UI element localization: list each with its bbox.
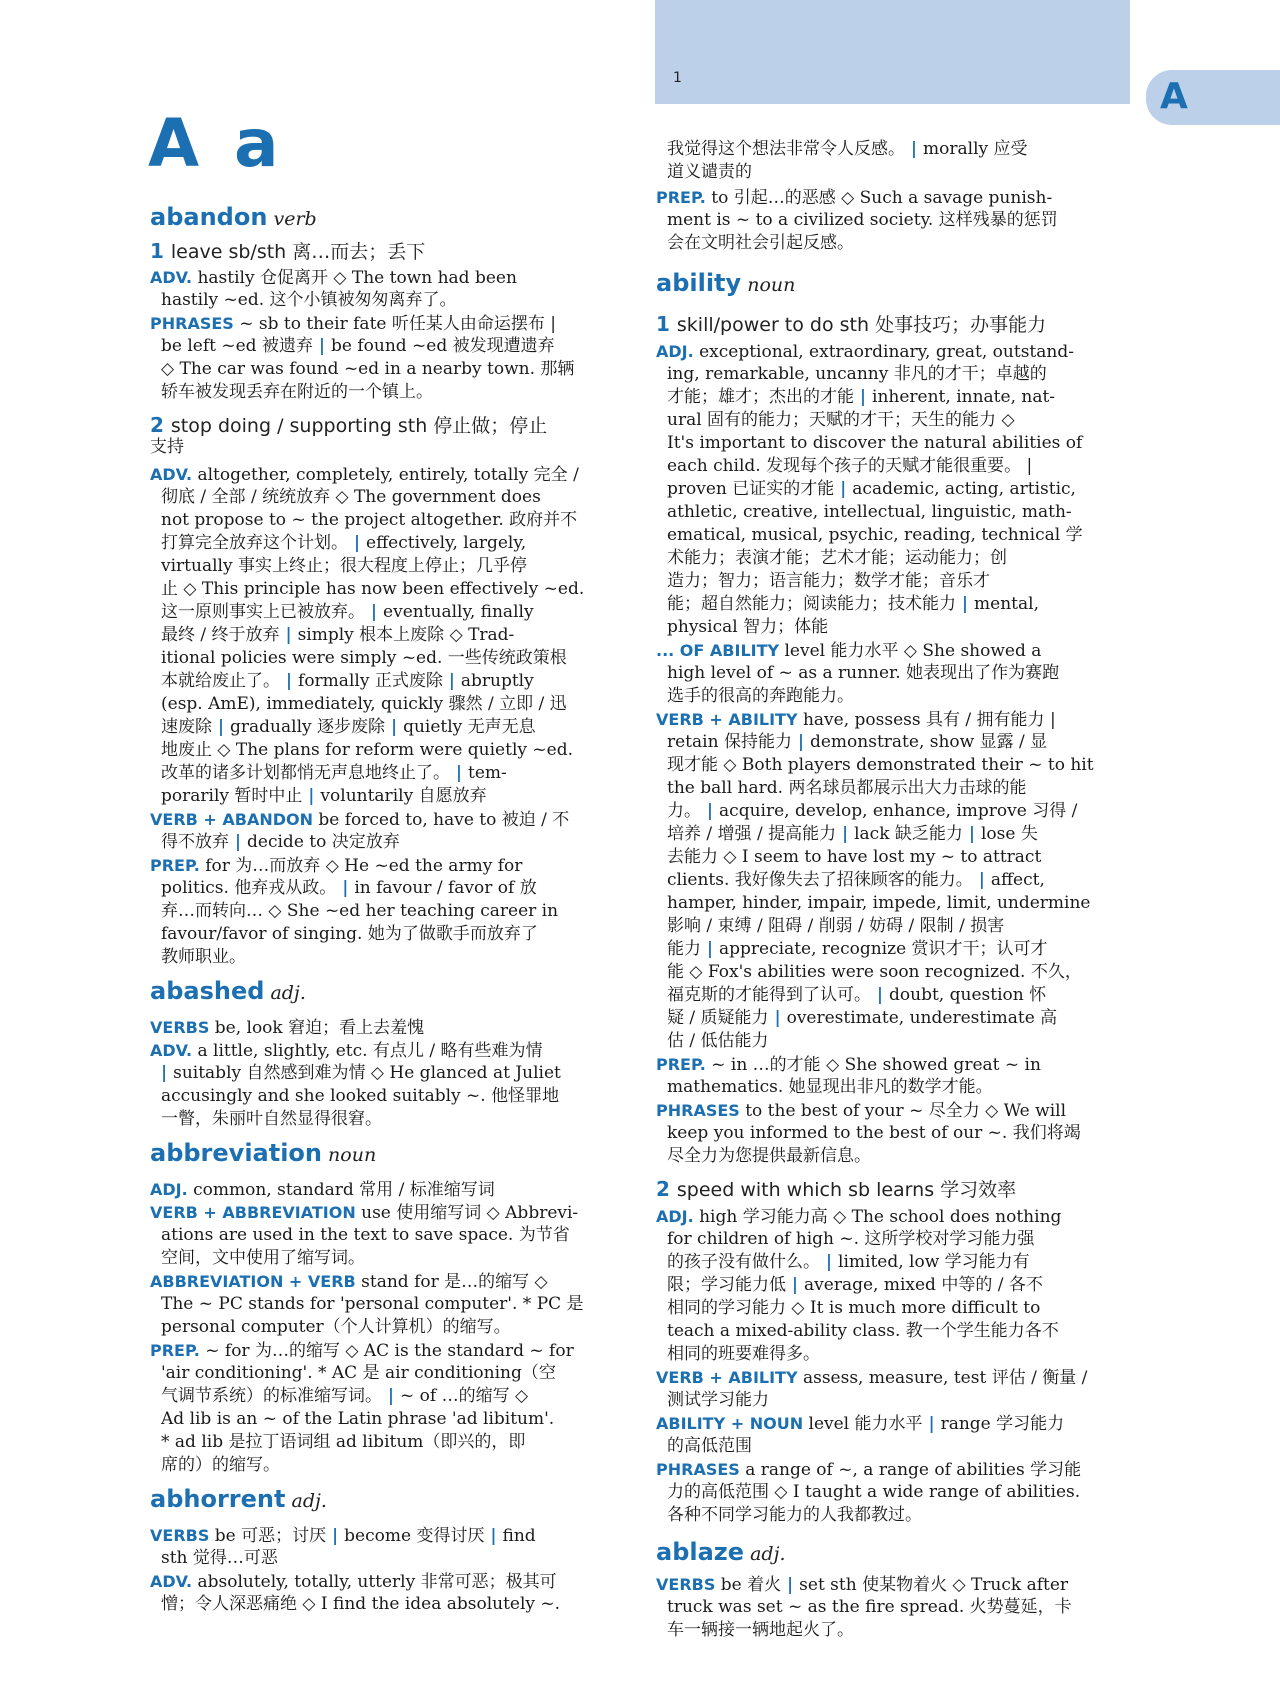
entry-line bbox=[161, 381, 625, 404]
entry-text: altogether, completely, entirely, totally 完全 / bbox=[192, 465, 579, 485]
entry-text: be 可恶；讨厌 | become 变得讨厌 | find bbox=[209, 1526, 536, 1546]
headword: ablaze bbox=[656, 1538, 745, 1566]
entry-text: 彻底 / 全部 / 统统放弃 ◇ The government does bbox=[161, 487, 541, 507]
entry-line bbox=[161, 335, 625, 358]
entry-line bbox=[161, 739, 625, 762]
entry-text: 能 ◇ Fox's abilities were soon recognized. 不久， bbox=[667, 962, 1082, 982]
entry-line bbox=[667, 1076, 1131, 1099]
entry-headword bbox=[656, 269, 1131, 300]
entry-line bbox=[161, 1431, 625, 1454]
entry-line bbox=[667, 846, 1131, 869]
entry-text: to the best of your ~ 尽全力 ◇ We will bbox=[739, 1101, 1067, 1121]
entry-text: stand for 是…的缩写 ◇ bbox=[355, 1272, 548, 1292]
collocation-label: ADV. bbox=[150, 465, 193, 484]
entry-line bbox=[161, 555, 625, 578]
entry-line bbox=[161, 1454, 625, 1477]
entry-line bbox=[150, 1270, 625, 1294]
entry-line bbox=[667, 1435, 1131, 1458]
entry-text: politics. 他弃戎从政。 | in favour / favor of 放 bbox=[161, 878, 537, 898]
part-of-speech: noun bbox=[741, 274, 796, 296]
entry-line bbox=[150, 312, 625, 336]
entry-text: 福克斯的才能得到了认可。 | doubt, question 怀 bbox=[667, 985, 1047, 1005]
entry-text: favour/favor of singing. 她为了做歌手而放弃了 bbox=[161, 924, 538, 944]
entry-line bbox=[667, 915, 1131, 938]
entry-text: high level of ~ as a runner. 她表现出了作为赛跑 bbox=[667, 663, 1060, 683]
entry-text: 速废除 | gradually 逐步废除 | quietly 无声无息 bbox=[161, 717, 536, 737]
entry-line bbox=[667, 478, 1131, 501]
entry-text: 才能；雄才；杰出的才能 | inherent, innate, nat- bbox=[667, 387, 1056, 407]
entry-line bbox=[667, 662, 1131, 685]
entry-line bbox=[161, 601, 625, 624]
entry-line bbox=[667, 1228, 1131, 1251]
entry-text: 的高低范围 bbox=[667, 1436, 752, 1456]
collocation-label: VERB + ABILITY bbox=[656, 1368, 798, 1387]
entry-line bbox=[161, 509, 625, 532]
entry-headword bbox=[656, 1538, 1131, 1569]
entry-line bbox=[667, 1122, 1131, 1145]
entry-line bbox=[161, 785, 625, 808]
entry-text: 这一原则事实上已被放弃。 | eventually, finally bbox=[161, 602, 534, 622]
entry-line bbox=[161, 693, 625, 716]
entry-line bbox=[150, 1201, 625, 1225]
entry-text: 改革的诸多计划都悄无声息地终止了。 | tem- bbox=[161, 763, 507, 783]
collocation-label: PHRASES bbox=[656, 1460, 740, 1479]
entry-line bbox=[161, 1547, 625, 1570]
entry-line bbox=[667, 1389, 1131, 1412]
entry-line bbox=[161, 358, 625, 381]
entry-line bbox=[161, 877, 625, 900]
entry-text: sth 觉得…可恶 bbox=[161, 1548, 278, 1568]
headword: abandon bbox=[150, 203, 268, 231]
entry-line bbox=[656, 639, 1131, 663]
entry-line bbox=[667, 1251, 1131, 1274]
entry-text: 相同的班要难得多。 bbox=[667, 1344, 820, 1364]
entry-text: 止 ◇ This principle has now been effectively ~ed. bbox=[161, 579, 585, 599]
entry-line bbox=[161, 486, 625, 509]
entry-line bbox=[667, 1145, 1131, 1168]
entry-text: truck was set ~ as the fire spread. 火势蔓延，卡 bbox=[667, 1597, 1072, 1617]
entry-text: use 使用缩写词 ◇ Abbrevi- bbox=[355, 1203, 579, 1223]
entry-text: 会在文明社会引起反感。 bbox=[667, 233, 854, 253]
sense-number: 1 bbox=[656, 312, 677, 336]
entry-text: retain 保持能力 | demonstrate, show 显露 / 显 bbox=[667, 732, 1048, 752]
entry-headword bbox=[150, 1139, 625, 1170]
entry-line bbox=[150, 436, 625, 459]
entry-line bbox=[161, 624, 625, 647]
entry-line bbox=[667, 869, 1131, 892]
entry-line bbox=[667, 455, 1131, 478]
collocation-label: PHRASES bbox=[656, 1101, 740, 1120]
entry-text: 选手的很高的奔跑能力。 bbox=[667, 686, 854, 706]
entry-line bbox=[656, 1205, 1131, 1229]
entry-line bbox=[667, 938, 1131, 961]
entry-text: ~ in …的才能 ◇ She showed great ~ in bbox=[705, 1055, 1041, 1075]
section-letter-heading: A a bbox=[148, 105, 285, 182]
entry-text: 气调节系统）的标准缩写词。 | ~ of …的缩写 ◇ bbox=[161, 1386, 529, 1406]
entry-text: ematical, musical, psychic, reading, technical 学 bbox=[667, 525, 1083, 545]
entry-text: 空间，文中使用了缩写词。 bbox=[161, 1248, 365, 1268]
entry-text: personal computer（个人计算机）的缩写。 bbox=[161, 1317, 511, 1337]
entry-line bbox=[150, 266, 625, 290]
entry-text: athletic, creative, intellectual, linguistic, math- bbox=[667, 502, 1072, 522]
entry-line bbox=[667, 161, 1131, 184]
entry-text: 'air conditioning'. * AC 是 air conditioning（空 bbox=[161, 1363, 556, 1383]
entry-text: ~ sb to their fate 听任某人由命运摆布 | bbox=[233, 314, 556, 334]
sense-definition: speed with which sb learns 学习效率 bbox=[676, 1179, 1017, 1201]
entry-line bbox=[667, 685, 1131, 708]
entry-line bbox=[161, 578, 625, 601]
entry-line bbox=[667, 1030, 1131, 1053]
entry-text: It's important to discover the natural abilities of bbox=[667, 433, 1083, 453]
entry-line bbox=[150, 1016, 625, 1040]
entry-text: ations are used in the text to save space. 为节省 bbox=[161, 1225, 570, 1245]
entry-text: keep you informed to the best of our ~. 我们将竭 bbox=[667, 1123, 1081, 1143]
entry-line bbox=[161, 1293, 625, 1316]
entry-text: 打算完全放弃这个计划。 | effectively, largely, bbox=[161, 533, 527, 553]
page-number: 1 bbox=[673, 70, 682, 86]
collocation-label: ABILITY + NOUN bbox=[656, 1414, 804, 1433]
entry-line bbox=[161, 1247, 625, 1270]
entry-line bbox=[667, 823, 1131, 846]
entry-text: 道义谴责的 bbox=[667, 162, 752, 182]
entry-line bbox=[150, 463, 625, 487]
entry-text: physical 智力；体能 bbox=[667, 617, 829, 637]
sense-heading bbox=[656, 311, 1131, 339]
entry-text: itional policies were simply ~ed. 一些传统政策根 bbox=[161, 648, 567, 668]
entry-text: 弃…而转向… ◇ She ~ed her teaching career in bbox=[161, 901, 559, 921]
entry-text: teach a mixed-ability class. 教一个学生能力各不 bbox=[667, 1321, 1059, 1341]
entry-text: high 学习能力高 ◇ The school does nothing bbox=[693, 1207, 1062, 1227]
entry-line bbox=[161, 1362, 625, 1385]
entry-text: | suitably 自然感到难为情 ◇ He glanced at Juliet bbox=[161, 1063, 561, 1083]
sense-heading bbox=[150, 238, 625, 266]
entry-text: 我觉得这个想法非常令人反感。 | morally 应受 bbox=[667, 139, 1028, 159]
part-of-speech: adj. bbox=[285, 1490, 327, 1512]
collocation-label: PREP. bbox=[150, 856, 200, 875]
entry-line bbox=[161, 1085, 625, 1108]
collocation-label: VERBS bbox=[150, 1018, 210, 1037]
entry-line bbox=[150, 808, 625, 832]
entry-line bbox=[161, 900, 625, 923]
collocation-label: PHRASES bbox=[150, 314, 234, 333]
entry-headword bbox=[150, 977, 625, 1008]
entry-text: 能；超自然能力；阅读能力；技术能力 | mental, bbox=[667, 594, 1039, 614]
collocation-label: VERBS bbox=[150, 1526, 210, 1545]
entry-text: 培养 / 增强 / 提高能力 | lack 缺乏能力 | lose 失 bbox=[667, 824, 1038, 844]
entry-text: 能力 | appreciate, recognize 赏识才干；认可才 bbox=[667, 939, 1048, 959]
collocation-label: ADV. bbox=[150, 1041, 193, 1060]
collocation-label: PREP. bbox=[656, 188, 706, 207]
entry-line bbox=[161, 532, 625, 555]
entry-line bbox=[150, 1039, 625, 1063]
entry-line bbox=[667, 593, 1131, 616]
headword: abbreviation bbox=[150, 1139, 323, 1167]
entry-text: 教师职业。 bbox=[161, 947, 246, 967]
entry-text: The ~ PC stands for 'personal computer'. * PC 是 bbox=[161, 1294, 584, 1314]
entry-text: 力的高低范围 ◇ I taught a wide range of abilities. bbox=[667, 1482, 1081, 1502]
entry-line bbox=[656, 1366, 1131, 1390]
entry-line bbox=[667, 524, 1131, 547]
entry-line bbox=[656, 1053, 1131, 1077]
collocation-label: PREP. bbox=[150, 1341, 200, 1360]
entry-text: to 引起…的恶感 ◇ Such a savage punish- bbox=[705, 188, 1053, 208]
entry-text: 支持 bbox=[150, 437, 184, 457]
collocation-label: VERB + ABANDON bbox=[150, 810, 313, 829]
entry-line bbox=[161, 923, 625, 946]
entry-line bbox=[667, 1504, 1131, 1527]
sense-definition: stop doing / supporting sth 停止做；停止 bbox=[170, 415, 548, 437]
entry-text: hastily ~ed. 这个小镇被匆匆离弃了。 bbox=[161, 290, 457, 310]
entry-line bbox=[667, 138, 1131, 161]
letter-tab-label: A bbox=[1160, 76, 1188, 117]
entry-text: level 能力水平 ◇ She showed a bbox=[779, 641, 1042, 661]
entry-line bbox=[667, 209, 1131, 232]
collocation-label: ABBREVIATION + VERB bbox=[150, 1272, 356, 1291]
entry-text: 力。 | acquire, develop, enhance, improve 习得 / bbox=[667, 801, 1078, 821]
entry-text: 现才能 ◇ Both players demonstrated their ~ to hit bbox=[667, 755, 1094, 775]
entry-line bbox=[667, 432, 1131, 455]
entry-text: for 为…而放弃 ◇ He ~ed the army for bbox=[199, 856, 523, 876]
entry-line bbox=[656, 1412, 1131, 1436]
part-of-speech: verb bbox=[267, 208, 317, 230]
entry-text: 轿车被发现丢弃在附近的一个镇上。 bbox=[161, 382, 433, 402]
entry-line bbox=[667, 616, 1131, 639]
entry-text: not propose to ~ the project altogether. 政府并不 bbox=[161, 510, 578, 530]
entry-line bbox=[667, 501, 1131, 524]
entry-line bbox=[667, 547, 1131, 570]
entry-text: 车一辆接一辆地起火了。 bbox=[667, 1620, 854, 1640]
entry-line bbox=[667, 1343, 1131, 1366]
headword: abhorrent bbox=[150, 1485, 286, 1513]
entry-text: 限；学习能力低 | average, mixed 中等的 / 各不 bbox=[667, 1275, 1043, 1295]
header-band bbox=[655, 0, 1130, 104]
entry-line bbox=[667, 363, 1131, 386]
entry-text: 尽全力为您提供最新信息。 bbox=[667, 1146, 871, 1166]
entry-line bbox=[161, 1224, 625, 1247]
entry-line bbox=[667, 409, 1131, 432]
entry-line bbox=[656, 186, 1131, 210]
sense-number: 1 bbox=[150, 239, 171, 263]
entry-line bbox=[161, 1385, 625, 1408]
entry-line bbox=[667, 570, 1131, 593]
part-of-speech: noun bbox=[322, 1144, 377, 1166]
entry-text: mathematics. 她显现出非凡的数学才能。 bbox=[667, 1077, 993, 1097]
sense-number: 2 bbox=[150, 413, 171, 437]
entry-text: accusingly and she looked suitably ~. 他怪罪地 bbox=[161, 1086, 560, 1106]
entry-text: 各种不同学习能力的人我都教过。 bbox=[667, 1505, 922, 1525]
entry-text: 本就给废止了。 | formally 正式废除 | abruptly bbox=[161, 671, 534, 691]
entry-text: clients. 我好像失去了招徕顾客的能力。 | affect, bbox=[667, 870, 1045, 890]
entry-text: Ad lib is an ~ of the Latin phrase 'ad libitum'. bbox=[161, 1409, 555, 1429]
part-of-speech: adj. bbox=[744, 1543, 786, 1565]
entry-line bbox=[656, 708, 1131, 732]
entry-line bbox=[150, 854, 625, 878]
entry-text: 最终 / 终于放弃 | simply 根本上废除 ◇ Trad- bbox=[161, 625, 515, 645]
entry-text: ◇ The car was found ~ed in a nearby town. 那辆 bbox=[161, 359, 575, 379]
entry-line bbox=[161, 1316, 625, 1339]
entry-text: 地废止 ◇ The plans for reform were quietly ~ed. bbox=[161, 740, 573, 760]
entry-text: a range of ~, a range of abilities 学习能 bbox=[739, 1460, 1082, 1480]
entry-text: virtually 事实上终止；很大程度上停止；几乎停 bbox=[161, 556, 527, 576]
entry-text: absolutely, totally, utterly 非常可恶；极其可 bbox=[192, 1572, 557, 1592]
sense-definition: skill/power to do sth 处事技巧；办事能力 bbox=[676, 314, 1047, 336]
entry-line bbox=[667, 1619, 1131, 1642]
entry-text: be left ~ed 被遗弃 | be found ~ed 被发现遭遗弃 bbox=[161, 336, 555, 356]
entry-line bbox=[667, 800, 1131, 823]
entry-line bbox=[667, 1596, 1131, 1619]
entry-text: each child. 发现每个孩子的天赋才能很重要。 | bbox=[667, 456, 1033, 476]
collocation-label: ADJ. bbox=[656, 1207, 694, 1226]
entry-text: the ball hard. 两名球员都展示出大力击球的能 bbox=[667, 778, 1027, 798]
entry-line bbox=[667, 1007, 1131, 1030]
collocation-label: VERB + ABBREVIATION bbox=[150, 1203, 356, 1222]
entry-headword bbox=[150, 203, 625, 234]
entry-line bbox=[161, 1108, 625, 1131]
collocation-label: VERB + ABILITY bbox=[656, 710, 798, 729]
entry-text: ural 固有的能力；天赋的才干；天生的能力 ◇ bbox=[667, 410, 1015, 430]
entry-text: 术能力；表演才能；艺术才能；运动能力；创 bbox=[667, 548, 1007, 568]
entry-line bbox=[656, 1573, 1131, 1597]
collocation-label: PREP. bbox=[656, 1055, 706, 1074]
entry-text: common, standard 常用 / 标准缩写词 bbox=[187, 1180, 495, 1200]
entry-line bbox=[161, 1408, 625, 1431]
entry-text: a little, slightly, etc. 有点儿 / 略有些难为情 bbox=[192, 1041, 543, 1061]
entry-line bbox=[667, 984, 1131, 1007]
entry-text: 憎；令人深恶痛绝 ◇ I find the idea absolutely ~. bbox=[161, 1594, 561, 1614]
entry-line bbox=[161, 647, 625, 670]
entry-text: hastily 仓促离开 ◇ The town had been bbox=[192, 268, 517, 288]
entry-line bbox=[667, 892, 1131, 915]
entry-line bbox=[161, 1062, 625, 1085]
collocation-label: ADJ. bbox=[656, 342, 694, 361]
entry-headword bbox=[150, 1485, 625, 1516]
entry-text: 影响 / 束缚 / 阻碍 / 削弱 / 妨碍 / 限制 / 损害 bbox=[667, 916, 1005, 936]
entry-text: (esp. AmE), immediately, quickly 骤然 / 立即 / 迅 bbox=[161, 694, 567, 714]
entry-line bbox=[656, 340, 1131, 364]
entry-text: ing, remarkable, uncanny 非凡的才干；卓越的 bbox=[667, 364, 1047, 384]
entry-text: 相同的学习能力 ◇ It is much more difficult to bbox=[667, 1298, 1041, 1318]
entry-text: hamper, hinder, impair, impede, limit, undermine bbox=[667, 893, 1091, 913]
collocation-label: VERBS bbox=[656, 1575, 716, 1594]
entry-text: have, possess 具有 / 拥有能力 | bbox=[797, 710, 1056, 730]
entry-line bbox=[161, 1593, 625, 1616]
entry-text: for children of high ~. 这所学校对学习能力强 bbox=[667, 1229, 1035, 1249]
entry-text: 得不放弃 | decide to 决定放弃 bbox=[161, 832, 400, 852]
entry-line bbox=[667, 777, 1131, 800]
entry-line bbox=[150, 1524, 625, 1548]
entry-text: be 着火 | set sth 使某物着火 ◇ Truck after bbox=[715, 1575, 1069, 1595]
entry-line bbox=[161, 762, 625, 785]
entry-text: assess, measure, test 评估 / 衡量 / bbox=[797, 1368, 1088, 1388]
entry-line bbox=[656, 1458, 1131, 1482]
entry-text: 一瞥，朱丽叶自然显得很窘。 bbox=[161, 1109, 382, 1129]
entry-line bbox=[656, 1099, 1131, 1123]
part-of-speech: adj. bbox=[264, 982, 306, 1004]
entry-text: * ad lib 是拉丁语词组 ad libitum（即兴的，即 bbox=[161, 1432, 526, 1452]
entry-text: 疑 / 质疑能力 | overestimate, underestimate 高 bbox=[667, 1008, 1058, 1028]
entry-line bbox=[161, 831, 625, 854]
entry-text: porarily 暂时中止 | voluntarily 自愿放弃 bbox=[161, 786, 487, 806]
entry-line bbox=[667, 961, 1131, 984]
sense-definition: leave sb/sth 离…而去；丢下 bbox=[170, 241, 426, 263]
entry-text: level 能力水平 | range 学习能力 bbox=[803, 1414, 1065, 1434]
entry-line bbox=[161, 716, 625, 739]
entry-text: 的孩子没有做什么。 | limited, low 学习能力有 bbox=[667, 1252, 1030, 1272]
entry-text: 造力；智力；语言能力；数学才能；音乐才 bbox=[667, 571, 990, 591]
entry-text: 测试学习能力 bbox=[667, 1390, 769, 1410]
entry-line bbox=[667, 1297, 1131, 1320]
entry-line bbox=[161, 946, 625, 969]
collocation-label: ... OF ABILITY bbox=[656, 641, 780, 660]
entry-line bbox=[150, 1339, 625, 1363]
collocation-label: ADJ. bbox=[150, 1180, 188, 1199]
collocation-label: ADV. bbox=[150, 1572, 193, 1591]
entry-line bbox=[667, 386, 1131, 409]
sense-heading bbox=[656, 1176, 1131, 1204]
entry-text: be, look 窘迫；看上去羞愧 bbox=[209, 1018, 425, 1038]
entry-line bbox=[667, 731, 1131, 754]
collocation-label: ADV. bbox=[150, 268, 193, 287]
entry-line bbox=[161, 289, 625, 312]
entry-text: 去能力 ◇ I seem to have lost my ~ to attract bbox=[667, 847, 1042, 867]
entry-line bbox=[667, 1320, 1131, 1343]
entry-text: 席的）的缩写。 bbox=[161, 1455, 280, 1475]
entry-text: ment is ~ to a civilized society. 这样残暴的惩罚 bbox=[667, 210, 1058, 230]
entry-line bbox=[667, 232, 1131, 255]
entry-text: be forced to, have to 被迫 / 不 bbox=[313, 810, 570, 830]
entry-text: 估 / 低估能力 bbox=[667, 1031, 769, 1051]
headword: ability bbox=[656, 269, 742, 297]
headword: abashed bbox=[150, 977, 265, 1005]
entry-line bbox=[150, 1178, 625, 1202]
entry-line bbox=[667, 1481, 1131, 1504]
entry-text: ~ for 为…的缩写 ◇ AC is the standard ~ for bbox=[199, 1341, 574, 1361]
entry-line bbox=[150, 1570, 625, 1594]
entry-line bbox=[667, 754, 1131, 777]
sense-number: 2 bbox=[656, 1177, 677, 1201]
entry-line bbox=[161, 670, 625, 693]
entry-text: proven 已证实的才能 | academic, acting, artistic, bbox=[667, 479, 1076, 499]
entry-line bbox=[667, 1274, 1131, 1297]
entry-text: exceptional, extraordinary, great, outstand- bbox=[693, 342, 1074, 362]
